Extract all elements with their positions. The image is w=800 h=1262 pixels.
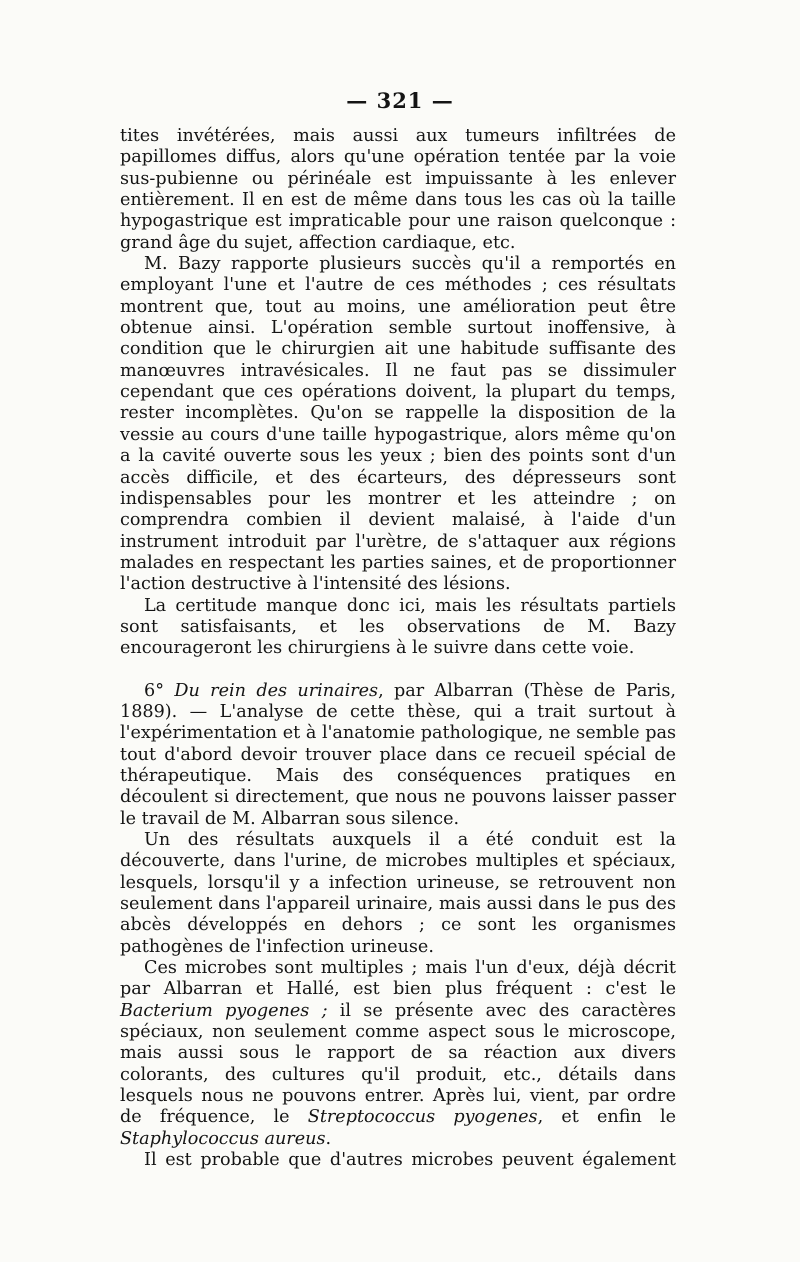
text-run: Ces microbes sont multiples ; mais l'un d'eux, déjà décrit par Albarran et Hallé, est bien plus fréquent : c'est le	[120, 958, 676, 1000]
section-text: , par Albarran (Thèse de Paris, 1889). — L'analyse de cette thèse, qui a trait surtout à l'expérimentation et à l'anatomie pathologique, ne semble pas tout d'abord devoir trouver place dans ce recueil spécial de thérapeutique. Mais des conséquences pratiques en découlent si directement, que nous ne pouvons laisser passer le travail de M. Albarran sous silence.	[120, 680, 677, 829]
text-run: il se présente avec des caractères spéciaux, non seulement comme aspect sous le microscope, mais aussi sous le rapport de sa réaction aux divers colorants, des cultures qu'il produit, etc., détails dans lesquels nous ne pouvons entrer. Après lui, vient, par ordre de fréquence, le	[120, 1000, 676, 1128]
species-name: Bacterium pyogenes ;	[120, 1000, 328, 1021]
paragraph: M. Bazy rapporte plusieurs succès qu'il a remportés en employant l'une et l'autre de ces méthodes ; ces résultats montrent que, tout au moins, une amélioration peut être obtenue ainsi. L'opération semble surtout inoffensive, à condition que le chirurgien ait une habitude suffisante des manœuvres intravésicales. Il ne faut pas se dissimuler cependant que ces opérations doivent, la plupart du temps, rester incomplètes. Qu'on se rappelle la disposition de la vessie au cours d'une taille hypogastrique, alors même qu'on a la cavité ouverte sous les yeux ; bien des points sont d'un accès difficile, et des écarteurs, des dépresseurs sont indispensables pour les montrer et les atteindre ; on comprendra combien il devient malaisé, à l'aide d'un instrument introduit par l'urètre, de s'attaquer aux régions malades en respectant les parties saines, et de proportionner l'action destructive à l'intensité des lésions.	[120, 254, 676, 595]
text-run: , et enfin le	[537, 1107, 676, 1128]
section-number: 6°	[144, 680, 164, 701]
page-number: — 321 —	[346, 88, 454, 113]
paragraph: Un des résultats auxquels il a été conduit est la découverte, dans l'urine, de microbes multiples et spéciaux, lesquels, lorsqu'il y a infection urineuse, se retrouvent non seulement dans l'appareil urinaire, mais aussi dans le pus des abcès développés en dehors ; ce sont les organismes pathogènes de l'infection urineuse.	[120, 830, 676, 957]
page-body	[120, 126, 676, 1172]
section-paragraph	[120, 681, 676, 830]
paragraph: La certitude manque donc ici, mais les résultats partiels sont satisfaisants, et les observations de M. Bazy encourageront les chirurgiens à le suivre dans cette voie.	[120, 595, 676, 659]
paragraph: Il est probable que d'autres microbes peuvent également	[144, 1150, 676, 1171]
species-name: Staphylococcus aureus	[120, 1128, 326, 1149]
text-run: .	[325, 1128, 332, 1149]
section-title: Du rein des urinaires	[174, 680, 379, 701]
paragraph	[120, 958, 676, 1150]
species-name: Streptococcus pyogenes	[307, 1107, 538, 1128]
paragraph: tites invétérées, mais aussi aux tumeurs infiltrées de papillomes diffus, alors qu'une opération tentée par la voie sus-pubienne ou périnéale est impuissante à les enlever entièrement. Il en est de même dans tous les cas où la taille hypogastrique est impraticable pour une raison quelconque : grand âge du sujet, affection cardiaque, etc.	[120, 126, 676, 253]
